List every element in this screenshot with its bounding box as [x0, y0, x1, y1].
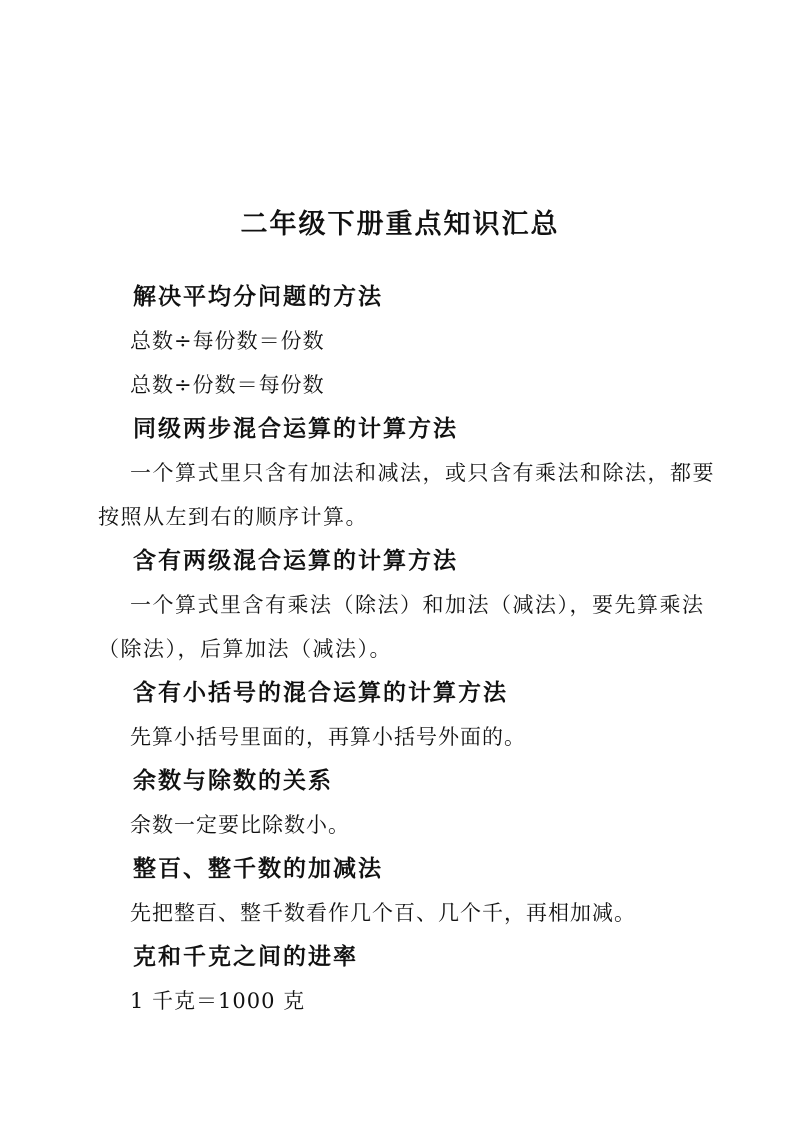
section-same-level-mixed	[0, 407, 800, 539]
section-text: 1 千克＝1000 克	[130, 989, 306, 1013]
section-heading: 解决平均分问题的方法	[133, 284, 383, 310]
document-content	[0, 275, 800, 1023]
section-paragraph: 一个算式里只含有加法和减法，或只含有乘法和除法，都要按照从左到右的顺序计算。	[98, 461, 715, 529]
section-text: 先算小括号里面的，再算小括号外面的。	[130, 725, 526, 749]
section-heading: 含有两级混合运算的计算方法	[133, 548, 458, 574]
section-gram-kilogram	[0, 935, 800, 1023]
section-paragraph: 一个算式里含有乘法（除法）和加法（减法），要先算乘法（除法），后算加法（减法）。	[98, 593, 705, 661]
section-text: 余数一定要比除数小。	[130, 813, 350, 837]
section-hundreds-thousands	[0, 847, 800, 935]
section-two-level-mixed	[0, 539, 800, 671]
formula-line: 总数÷每份数＝份数	[130, 329, 325, 353]
page-title: 二年级下册重点知识汇总	[240, 209, 560, 240]
section-heading: 含有小括号的混合运算的计算方法	[133, 680, 508, 706]
section-remainder-divisor	[0, 759, 800, 847]
section-heading: 克和千克之间的进率	[133, 944, 358, 970]
section-heading: 余数与除数的关系	[133, 768, 333, 794]
section-heading: 同级两步混合运算的计算方法	[133, 416, 458, 442]
section-average-division	[0, 275, 800, 407]
section-text: 先把整百、整千数看作几个百、几个千，再相加减。	[130, 901, 636, 925]
formula-line: 总数÷份数＝每份数	[130, 373, 325, 397]
section-parentheses	[0, 671, 800, 759]
section-heading: 整百、整千数的加减法	[133, 856, 383, 882]
